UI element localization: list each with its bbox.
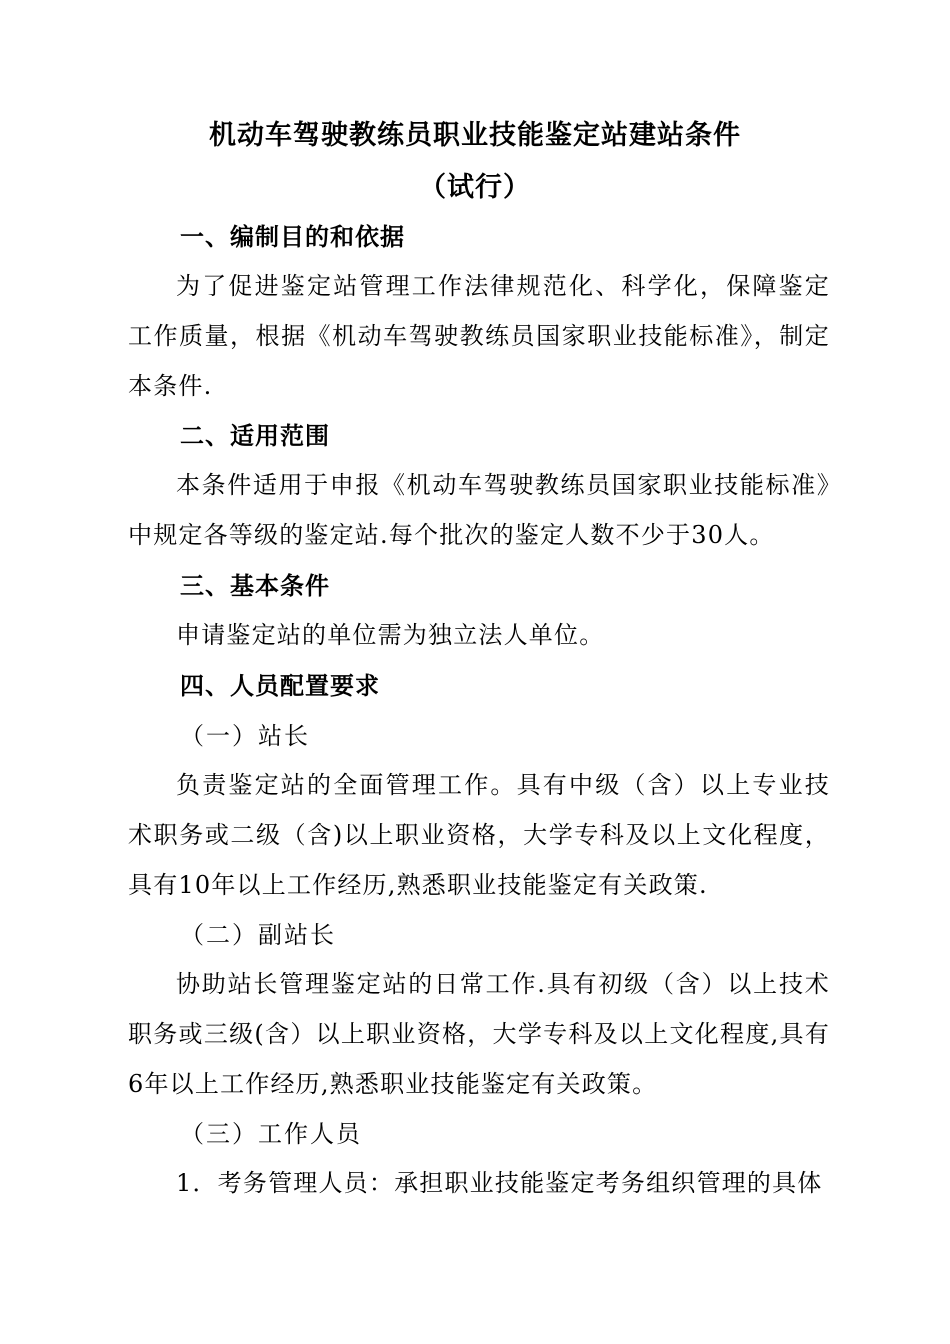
- text-station-master: [128, 760, 830, 910]
- section-text-basic: [128, 610, 830, 660]
- paragraph-text: 协助站长管理鉴定站的日常工作.具有初级（含）以上技术职务或三级(含）以上职业资格，大学专科及以上文化程度,具有6年以上工作经历,熟悉职业技能鉴定有关政策。: [128, 970, 830, 1098]
- section-heading-basic: 三、基本条件: [180, 572, 330, 600]
- subheading-station-master: （一）站长: [180, 722, 310, 750]
- section-heading-purpose: 一、编制目的和依据: [180, 223, 405, 251]
- subheading-staff: （三）工作人员: [180, 1120, 362, 1148]
- section-text-scope: [128, 460, 830, 560]
- section-heading-scope: 二、适用范围: [180, 422, 330, 450]
- section-text-purpose: [128, 261, 830, 411]
- subheading-deputy-master: （二）副站长: [180, 921, 336, 949]
- text-staff: [128, 1158, 830, 1208]
- paragraph-text: 负责鉴定站的全面管理工作。具有中级（含）以上专业技术职务或二级（含)以上职业资格，大学专科及以上文化程度，具有10年以上工作经历,熟悉职业技能鉴定有关政策.: [128, 771, 830, 899]
- paragraph-text: 本条件适用于申报《机动车驾驶教练员国家职业技能标准》中规定各等级的鉴定站.每个批次的鉴定人数不少于30人。: [128, 471, 830, 549]
- text-deputy-master: [128, 959, 830, 1109]
- paragraph-text: 申请鉴定站的单位需为独立法人单位。: [176, 621, 605, 649]
- document-subtitle: （试行）: [419, 172, 531, 203]
- section-heading-staffing: 四、人员配置要求: [180, 672, 380, 700]
- document-title: 机动车驾驶教练员职业技能鉴定站建站条件: [209, 120, 741, 151]
- paragraph-text: 1．考务管理人员：承担职业技能鉴定考务组织管理的具体: [176, 1169, 823, 1197]
- paragraph-text: 为了促进鉴定站管理工作法律规范化、科学化，保障鉴定工作质量，根据《机动车驾驶教练员国家职业技能标准》，制定本条件.: [128, 272, 830, 400]
